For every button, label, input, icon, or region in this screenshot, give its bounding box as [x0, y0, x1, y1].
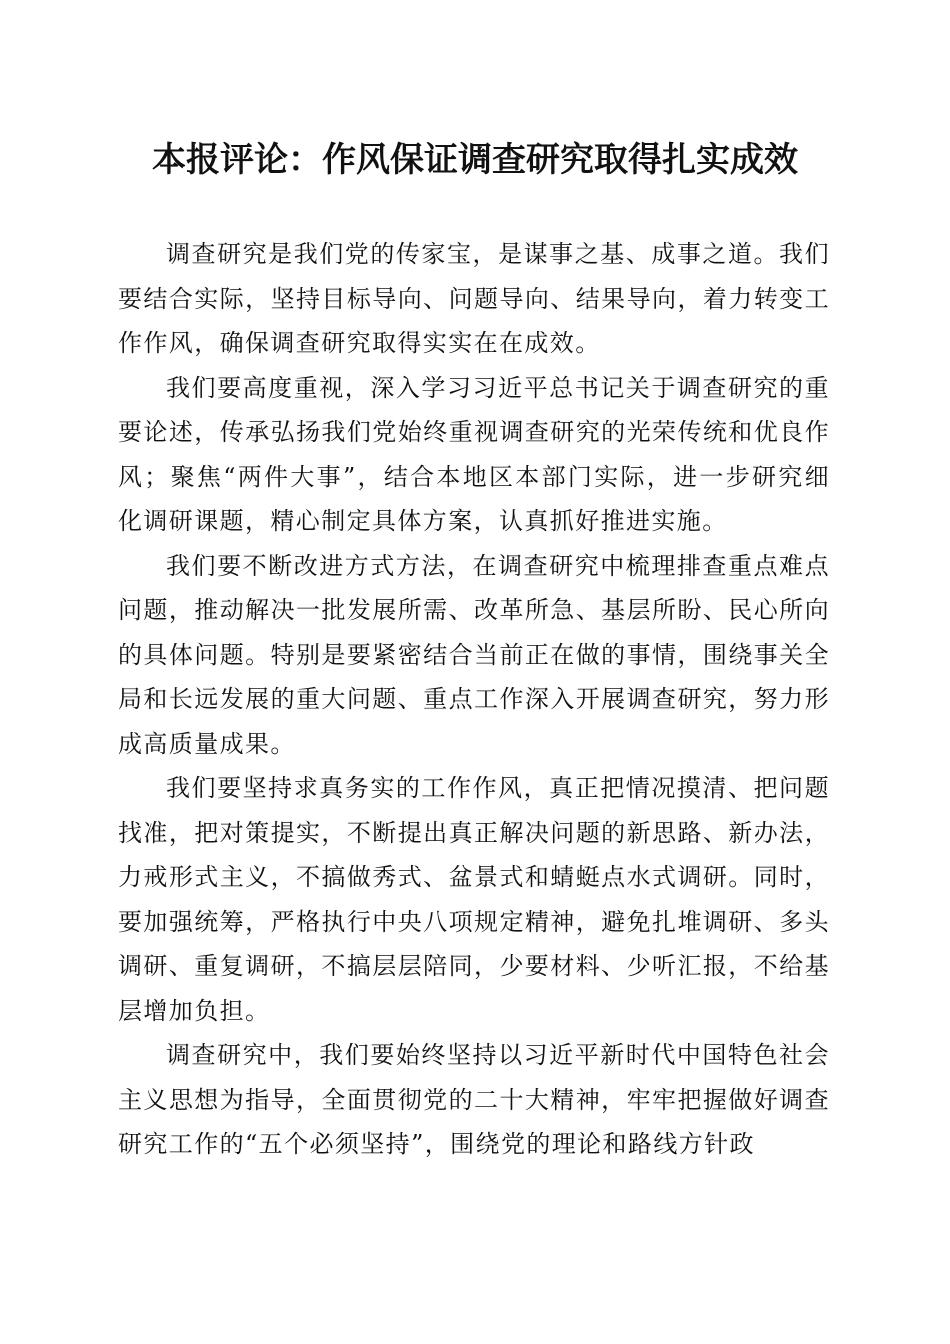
- paragraph-3: 我们要不断改进方式方法，在调查研究中梳理排查重点难点问题，推动解决一批发展所需、改革所急、基层所盼、民心所向的具体问题。特别是要紧密结合当前正在做的事情，围绕事关全局和长远发展的重大问题、重点工作深入开展调查研究，努力形成高质量成果。: [118, 551, 830, 758]
- paragraph-5: 调查研究中，我们要始终坚持以习近平新时代中国特色社会主义思想为指导，全面贯彻党的二十大精神，牢牢把握做好调查研究工作的“五个必须坚持”，围绕党的理论和路线方针政: [118, 1041, 830, 1158]
- article-body: [118, 232, 830, 1167]
- paragraph-2: 我们要高度重视，深入学习习近平总书记关于调查研究的重要论述，传承弘扬我们党始终重视调查研究的光荣传统和优良作风；聚焦“两件大事”，结合本地区本部门实际，进一步研究细化调研课题，精心制定具体方案，认真抓好推进实施。: [118, 373, 830, 535]
- paragraph-1: 调查研究是我们党的传家宝，是谋事之基、成事之道。我们要结合实际，坚持目标导向、问题导向、结果导向，着力转变工作作风，确保调查研究取得实实在在成效。: [118, 240, 830, 357]
- page-title: 本报评论：作风保证调查研究取得扎实成效: [152, 140, 798, 180]
- paragraph-4: 我们要坚持求真务实的工作作风，真正把情况摸清、把问题找准，把对策提实，不断提出真正解决问题的新思路、新办法，力戒形式主义，不搞做秀式、盆景式和蜻蜓点水式调研。同时，要加强统筹，严格执行中央八项规定精神，避免扎堆调研、多头调研、重复调研，不搞层层陪同，少要材料、少听汇报，不给基层增加负担。: [118, 774, 830, 1025]
